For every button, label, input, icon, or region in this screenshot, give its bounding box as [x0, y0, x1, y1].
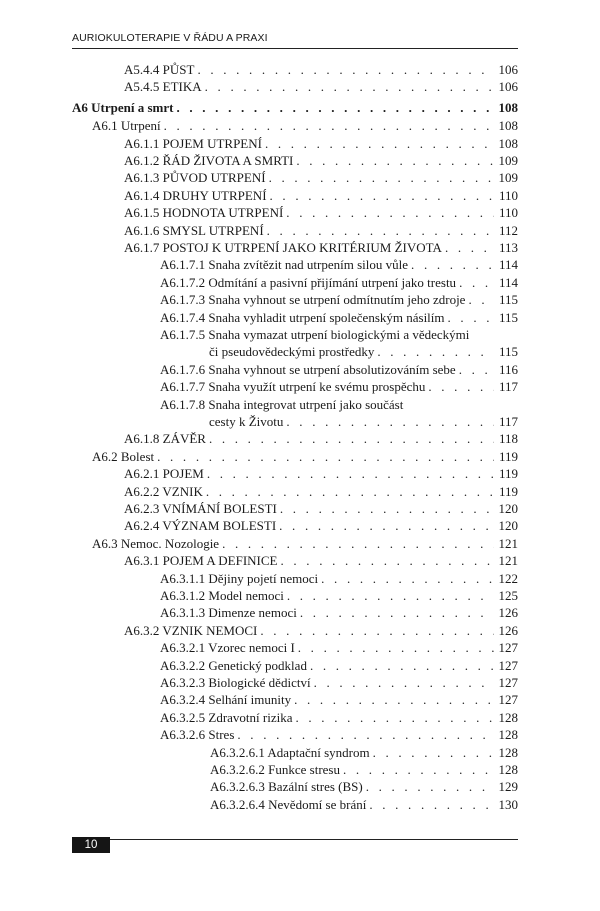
- toc-entry: [92, 535, 518, 552]
- toc-entry-label: A6.3.1.2 Model nemoci: [160, 588, 284, 603]
- toc-entry-page: 125: [498, 588, 518, 603]
- toc-entry: [160, 570, 518, 587]
- toc-entry-label: A6.3.2.4 Selhání imunity: [160, 692, 292, 708]
- toc-entry: [210, 744, 518, 761]
- dot-leader: [310, 657, 494, 674]
- dot-leader: [286, 204, 494, 221]
- toc-entry: [160, 604, 518, 621]
- dot-leader: [294, 691, 494, 708]
- toc-entry-page: 115: [498, 344, 518, 360]
- toc-entry-label: A6.2 Bolest: [92, 448, 155, 464]
- toc-entry: [160, 309, 518, 326]
- toc-entry: [92, 117, 518, 134]
- toc-entry: [124, 187, 518, 204]
- toc-entry-label: A6.1.7.1 Snaha zvítězit nad utrpením silou vůle: [160, 257, 409, 273]
- toc-entry-page: 116: [498, 361, 518, 377]
- toc-entry: [160, 674, 518, 691]
- dot-leader: [296, 709, 495, 726]
- dot-leader: [296, 152, 494, 169]
- dot-leader: [197, 61, 494, 78]
- toc-entry-page: 117: [498, 379, 518, 395]
- toc-entry: [160, 709, 518, 726]
- toc-entry-label: A6.1.1 POJEM UTRPENÍ: [124, 135, 262, 151]
- toc-entry: [124, 61, 518, 78]
- toc-entry-page: 119: [498, 448, 518, 464]
- toc-entry-page: 128: [498, 744, 518, 760]
- dot-leader: [207, 465, 494, 482]
- toc-entry-page: 128: [498, 762, 518, 777]
- toc-entry-page: 106: [498, 62, 518, 77]
- toc-entry-label: A6.3.1 POJEM A DEFINICE: [124, 553, 278, 569]
- toc-entry-page: 108: [498, 99, 518, 115]
- toc-entry-label: A6.1.7.5 Snaha vymazat utrpení biologickými a vědeckými: [160, 327, 470, 342]
- toc-entry-label: A6.3.2.6.2 Funkce stresu: [210, 762, 340, 777]
- toc-entry-label: A6.2.3 VNÍMÁNÍ BOLESTI: [124, 501, 277, 516]
- toc-entry: [92, 448, 518, 465]
- toc-entry: [124, 517, 518, 534]
- toc-entry-label: A6.2.1 POJEM: [124, 466, 204, 482]
- toc-entry-page: 127: [498, 657, 518, 673]
- dot-leader: [269, 169, 494, 186]
- toc-entry-page: 128: [498, 709, 518, 725]
- dot-leader: [209, 430, 494, 447]
- toc-entry-label: A6.1.7.6 Snaha vyhnout se utrpení absolutizováním sebe: [160, 361, 456, 377]
- toc-entry: [124, 169, 518, 186]
- dot-leader: [314, 674, 494, 691]
- dot-leader: [265, 135, 494, 152]
- toc-entry: [124, 222, 518, 239]
- toc-entry-page: 121: [498, 535, 518, 551]
- dot-leader: [286, 413, 494, 430]
- toc-entry: [124, 78, 518, 95]
- toc-entry-label: A6.3.2.2 Genetický podklad: [160, 657, 307, 673]
- dot-leader: [468, 291, 494, 308]
- toc-entry-page: 120: [498, 501, 518, 516]
- toc-entry: [160, 639, 518, 656]
- toc-entry-page: 106: [498, 79, 518, 95]
- toc-entry: [210, 761, 518, 778]
- toc-entry: [72, 99, 518, 116]
- dot-leader: [157, 448, 494, 465]
- toc-entry-page: 127: [498, 692, 518, 708]
- toc-entry-label-continuation: či pseudovědeckými prostředky: [209, 344, 375, 360]
- dot-leader: [270, 187, 494, 204]
- dot-leader: [267, 222, 494, 239]
- toc-entry-page: 118: [498, 431, 518, 447]
- toc-entry-label: A6.3.1.1 Dějiny pojetí nemoci: [160, 570, 319, 586]
- dot-leader: [445, 239, 494, 256]
- toc-entry-label: A6.3.1.3 Dimenze nemoci: [160, 605, 297, 621]
- toc-entry-page: 119: [498, 466, 518, 482]
- running-header: AURIOKULOTERAPIE V ŘÁDU A PRAXI: [72, 32, 268, 44]
- toc-entry-page: 115: [498, 292, 518, 308]
- toc-entry-page: 114: [498, 257, 518, 273]
- toc-entry: [210, 778, 518, 795]
- dot-leader: [279, 517, 494, 534]
- toc-entry: [210, 796, 518, 813]
- header-rule: [72, 48, 518, 49]
- dot-leader: [287, 587, 494, 604]
- toc-entry: [124, 152, 518, 169]
- toc-entry-page: 108: [498, 118, 518, 134]
- toc-entry-label: A6.3.2.3 Biologické dědictví: [160, 675, 311, 690]
- dot-leader: [448, 309, 494, 326]
- dot-leader: [459, 274, 494, 291]
- dot-leader: [411, 256, 494, 273]
- dot-leader: [300, 604, 494, 621]
- toc-entry-label: A6.1.7.2 Odmítání a pasivní přijímání utrpení jako trestu: [160, 274, 457, 290]
- toc-entry: [160, 361, 518, 378]
- footer-rule: [72, 839, 518, 840]
- toc-entry: [124, 204, 518, 221]
- toc-entry-label: A6 Utrpení a smrt: [72, 99, 174, 115]
- toc-entry-label: A6.2.2 VZNIK: [124, 483, 203, 499]
- dot-leader: [366, 778, 494, 795]
- dot-leader: [321, 570, 494, 587]
- toc-entry-label: A6.1.5 HODNOTA UTRPENÍ: [124, 205, 284, 221]
- toc-entry: [160, 326, 518, 361]
- toc-entry-page: 121: [498, 553, 518, 569]
- toc-entry: [124, 135, 518, 152]
- toc-entry-page: 115: [498, 309, 518, 325]
- dot-leader: [377, 343, 494, 360]
- toc-entry: [160, 396, 518, 431]
- toc-entry: [124, 552, 518, 569]
- toc-entry: [160, 587, 518, 604]
- toc-entry-label: A6.1.7.8 Snaha integrovat utrpení jako součást: [160, 396, 404, 412]
- toc-entry-label: A5.4.5 ETIKA: [124, 79, 202, 95]
- dot-leader: [260, 622, 494, 639]
- toc-entry: [160, 691, 518, 708]
- toc-entry-page: 128: [498, 727, 518, 743]
- toc-entry-label: A5.4.4 PŮST: [124, 62, 195, 77]
- toc-entry: [160, 378, 518, 395]
- toc-entry: [124, 622, 518, 639]
- toc-entry: [160, 256, 518, 273]
- toc-entry-label: A6.1.3 PŮVOD UTRPENÍ: [124, 170, 266, 186]
- toc-entry-page: 112: [498, 222, 518, 238]
- toc-entry-label: A6.3.2.1 Vzorec nemoci I: [160, 640, 295, 656]
- toc-entry-page: 110: [498, 187, 518, 203]
- toc-entry: [160, 726, 518, 743]
- toc-entry-page: 117: [498, 414, 518, 429]
- dot-leader: [343, 761, 494, 778]
- toc-entry-page: 129: [498, 779, 518, 795]
- dot-leader: [281, 552, 495, 569]
- toc-entry-label: A6.1.2 ŘÁD ŽIVOTA A SMRTI: [124, 153, 294, 168]
- toc-entry: [124, 239, 518, 256]
- toc-entry-label: A6.3.2.6 Stres: [160, 727, 235, 743]
- toc-entry: [124, 483, 518, 500]
- dot-leader: [237, 726, 494, 743]
- toc-entry-label: A6.1.7 POSTOJ K UTRPENÍ JAKO KRITÉRIUM ŽIVOTA: [124, 240, 442, 255]
- dot-leader: [369, 796, 494, 813]
- dot-leader: [206, 483, 494, 500]
- toc-entry-label: A6.1.4 DRUHY UTRPENÍ: [124, 187, 267, 203]
- toc-entry: [124, 500, 518, 517]
- toc-entry-page: 126: [498, 605, 518, 621]
- toc-entry-label: A6.3.2.6.1 Adaptační syndrom: [210, 744, 370, 760]
- dot-leader: [222, 535, 494, 552]
- toc-entry-label: A6.3 Nemoc. Nozologie: [92, 535, 220, 551]
- page-number: 10: [72, 837, 110, 853]
- toc-entry: [124, 465, 518, 482]
- toc-entry: [160, 657, 518, 674]
- toc-entry-page: 119: [498, 483, 518, 499]
- dot-leader: [176, 99, 494, 116]
- toc-entry-label: A6.1.7.3 Snaha vyhnout se utrpení odmítnutím jeho zdroje: [160, 292, 466, 308]
- dot-leader: [428, 378, 494, 395]
- toc-entry-label: A6.3.2.6.3 Bazální stres (BS): [210, 779, 363, 795]
- toc-entry-page: 130: [498, 796, 518, 812]
- toc-entry-label: A6.3.2.5 Zdravotní rizika: [160, 709, 293, 725]
- dot-leader: [373, 744, 494, 761]
- toc-entry: [160, 291, 518, 308]
- toc-entry: [124, 430, 518, 447]
- toc-entry-page: 122: [498, 570, 518, 586]
- toc-entry-label-continuation: cesty k Životu: [209, 414, 284, 429]
- dot-leader: [164, 117, 494, 134]
- toc-entry: [160, 274, 518, 291]
- toc-entry-label: A6.1.7.7 Snaha využít utrpení ke svému prospěchu: [160, 379, 426, 395]
- toc-entry-label: A6.1.6 SMYSL UTRPENÍ: [124, 222, 264, 238]
- toc-entry-page: 108: [498, 135, 518, 151]
- toc-entry-page: 110: [498, 205, 518, 221]
- toc-entry-page: 109: [498, 153, 518, 168]
- toc-entry-page: 127: [498, 675, 518, 690]
- dot-leader: [459, 361, 494, 378]
- dot-leader: [280, 500, 494, 517]
- toc-entry-page: 113: [498, 240, 518, 255]
- toc-entry-page: 109: [498, 170, 518, 186]
- toc-entry-page: 114: [498, 274, 518, 290]
- dot-leader: [298, 639, 494, 656]
- toc-entry-page: 127: [498, 640, 518, 656]
- toc-entry-label: A6.1 Utrpení: [92, 118, 161, 134]
- toc-entry-label: A6.1.7.4 Snaha vyhladit utrpení společenským násilím: [160, 309, 445, 325]
- toc-entry-label: A6.1.8 ZÁVĚR: [124, 431, 206, 447]
- dot-leader: [205, 78, 494, 95]
- toc-entry-label: A6.2.4 VÝZNAM BOLESTI: [124, 518, 277, 534]
- toc-entry-page: 126: [498, 622, 518, 638]
- toc-entry-page: 120: [498, 518, 518, 534]
- toc-entry-label: A6.3.2 VZNIK NEMOCI: [124, 622, 258, 638]
- toc-entry-label: A6.3.2.6.4 Nevědomí se brání: [210, 796, 367, 812]
